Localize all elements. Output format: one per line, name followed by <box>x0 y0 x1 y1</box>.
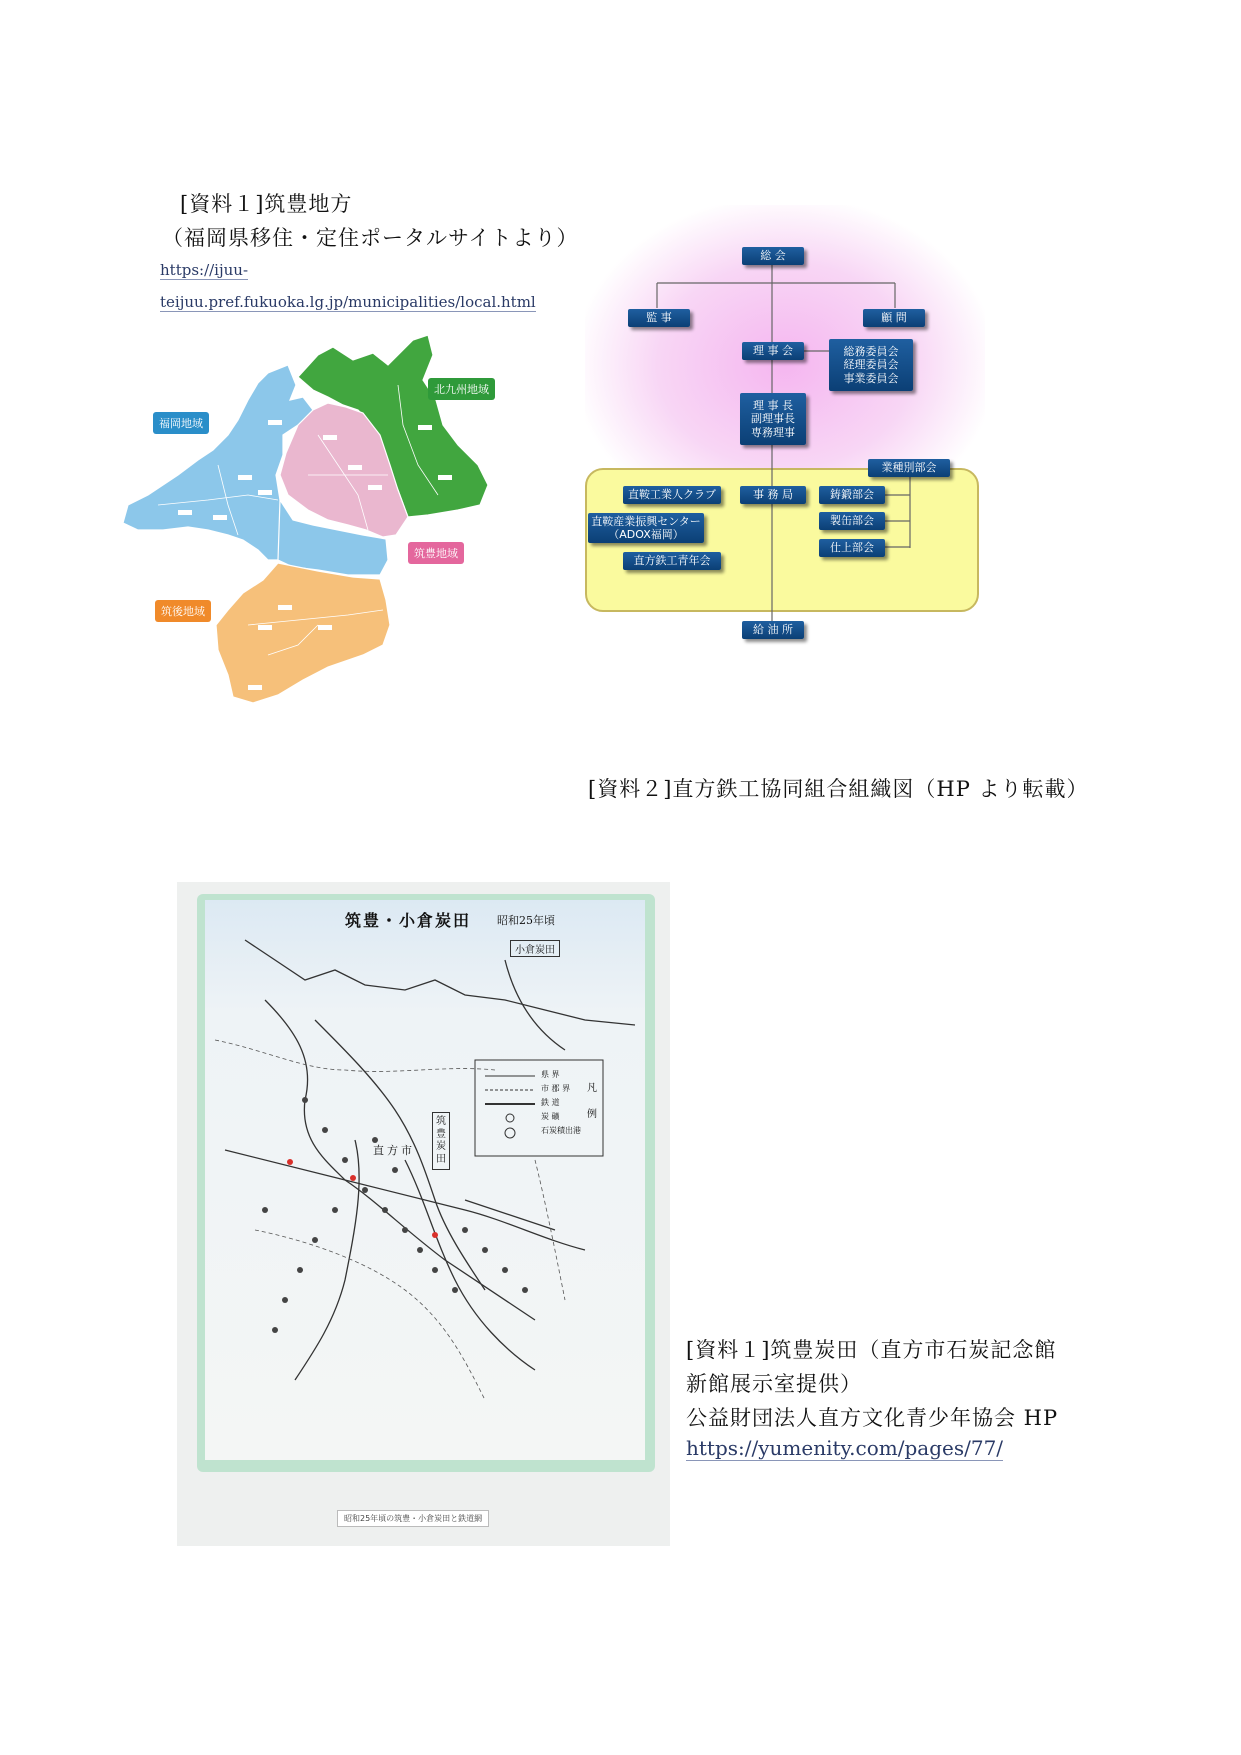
legend-heading-rei: 例 <box>587 1109 597 1120</box>
map-legend <box>541 1068 581 1138</box>
org-chart <box>585 205 985 645</box>
legend-railway: 鉄 道 <box>541 1098 560 1107</box>
nogata-city-label: 直方市 <box>373 1144 415 1157</box>
legend-coal-mine: 炭 礦 <box>541 1112 560 1121</box>
chikugo-area <box>216 563 390 703</box>
org-box-club: 直鞍工業人クラブ <box>623 486 721 504</box>
org-box-komon: 顧 問 <box>863 309 925 327</box>
org-box-shiage: 仕上部会 <box>819 539 885 557</box>
org-box-center <box>588 513 704 543</box>
region-label-chikuho: 筑豊地域 <box>408 542 464 564</box>
coalfield-map-drawing <box>205 900 645 1460</box>
org-box-jimukyoku: 事 務 局 <box>740 486 806 504</box>
executive-rijicho: 理 事 長 <box>753 399 793 413</box>
material1-url-line1[interactable]: https://ijuu- <box>160 261 249 279</box>
coalfield-map-date: 昭和25年頃 <box>497 914 555 927</box>
material1-title: [資料１]筑豊地方 <box>180 192 353 216</box>
legend-prefecture-border: 県 界 <box>541 1070 560 1079</box>
legend-coal-port: 石炭積出港 <box>541 1126 581 1135</box>
material3-caption-line3: 公益財団法人直方文化青少年協会 HP <box>686 1406 1059 1430</box>
org-box-executives <box>740 393 806 445</box>
org-box-chuko: 鋳鍛部会 <box>819 486 885 504</box>
chikuho-coalfield-label: 筑豊炭田 <box>432 1112 450 1170</box>
material2-caption: [資料２]直方鉄工協同組合組織図（HP より転載） <box>588 777 1089 801</box>
org-box-youth: 直方鉄工青年会 <box>623 552 721 570</box>
committee-soumu: 総務委員会 <box>843 345 899 359</box>
map-legend-heading <box>587 1076 597 1128</box>
executive-senmuriji: 専務理事 <box>751 425 795 439</box>
org-box-gyoshu: 業種別部会 <box>868 459 950 477</box>
material3-caption-line1: [資料１]筑豊炭田（直方市石炭記念館 <box>686 1338 1057 1362</box>
committee-keiri: 経理委員会 <box>843 358 899 372</box>
committee-jigyou: 事業委員会 <box>843 371 899 385</box>
photo-board <box>205 900 645 1460</box>
region-label-fukuoka: 福岡地域 <box>153 412 209 434</box>
coalfield-photo <box>177 882 670 1546</box>
org-box-soukai: 総 会 <box>742 247 804 265</box>
org-box-committees <box>829 339 913 391</box>
executive-fukurijicho: 副理事長 <box>751 412 795 426</box>
org-box-kanji: 監 事 <box>628 309 690 327</box>
legend-heading-han: 凡 <box>587 1083 597 1094</box>
center-name: 直鞍産業振興センター <box>591 514 701 528</box>
center-sub: （ADOX福岡） <box>608 528 684 541</box>
region-label-chikugo: 筑後地域 <box>155 600 211 622</box>
material1-url-line2[interactable]: teijuu.pref.fukuoka.lg.jp/municipalities/local.html <box>160 293 536 311</box>
org-box-kyuyu: 給 油 所 <box>742 621 804 639</box>
org-box-seikan: 製缶部会 <box>819 512 885 530</box>
coalfield-map-title: 筑豊・小倉炭田 <box>345 911 472 930</box>
legend-municipal-border: 市 郡 界 <box>541 1084 571 1093</box>
photo-plaque: 昭和25年頃の筑豊・小倉炭田と鉄道網 <box>337 1510 489 1527</box>
material1-source: （福岡県移住・定住ポータルサイトより） <box>162 226 579 250</box>
region-label-kitakyushu: 北九州地域 <box>428 378 495 400</box>
kokura-coalfield-label: 小倉炭田 <box>510 940 560 957</box>
material3-url[interactable]: https://yumenity.com/pages/77/ <box>686 1436 1004 1460</box>
org-box-rijikai: 理 事 会 <box>742 342 804 360</box>
material3-caption-line2: 新館展示室提供） <box>686 1372 862 1396</box>
